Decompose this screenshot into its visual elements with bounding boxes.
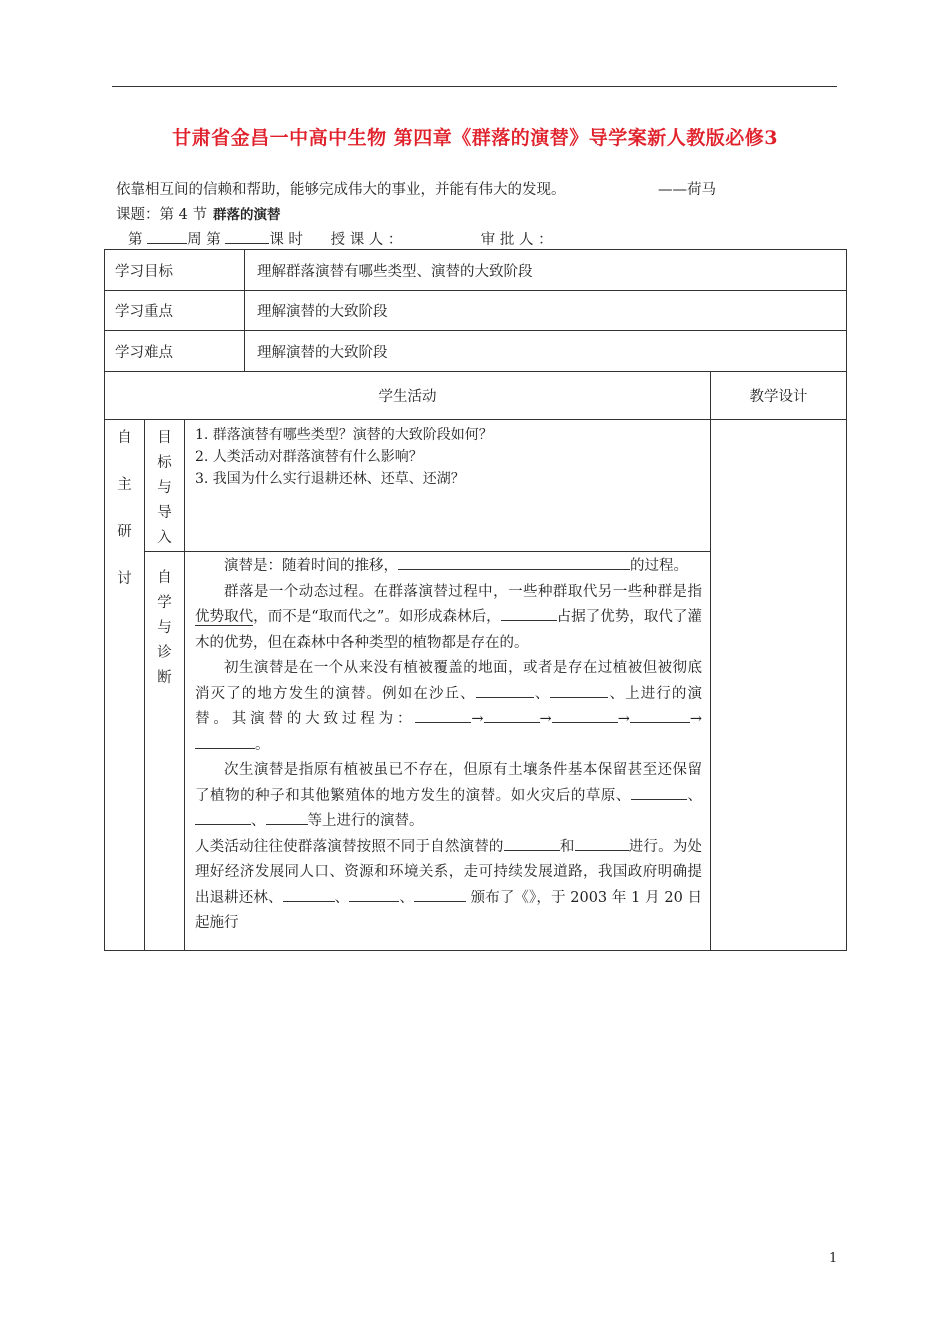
text: 、 xyxy=(334,889,350,906)
fill-blank[interactable] xyxy=(504,838,560,851)
fill-blank[interactable] xyxy=(195,736,255,749)
arrow: → xyxy=(617,711,630,727)
study-content xyxy=(185,552,711,951)
study-char: 与 xyxy=(157,620,172,636)
difficulty-row xyxy=(105,331,847,372)
arrow: → xyxy=(539,711,552,727)
section-char: 讨 xyxy=(117,571,132,587)
lesson-table xyxy=(104,249,847,951)
underlined-term: 优势取代 xyxy=(195,609,254,625)
quote-text: 依靠相互间的信赖和帮助，能够完成伟大的事业，并能有伟大的发现。 xyxy=(116,182,566,198)
intro-char: 标 xyxy=(157,455,172,471)
section-char: 研 xyxy=(117,524,132,540)
focus-row xyxy=(105,291,847,331)
fill-blank[interactable] xyxy=(398,557,630,570)
text: 、 xyxy=(686,787,703,804)
fill-blank[interactable] xyxy=(484,710,540,723)
fill-blank[interactable] xyxy=(630,710,690,723)
difficulty-label: 学习难点 xyxy=(105,331,245,372)
fill-blank[interactable] xyxy=(631,787,687,800)
text: 上进行的演替。其演替的大致过程为： xyxy=(195,685,703,727)
succession-definition xyxy=(195,554,702,580)
fill-blank[interactable] xyxy=(414,889,466,902)
text: ，而不是“取而代之”。如形成森林后， xyxy=(253,609,501,625)
text: 群落是一个动态过程。在群落演替过程中，一些种群取代另一些种群是指 xyxy=(224,583,702,600)
text: 颁布了《 xyxy=(465,889,530,906)
fill-blank[interactable] xyxy=(349,889,399,902)
human-activity-paragraph xyxy=(195,835,702,937)
text: 等上进行的演替。 xyxy=(307,813,424,829)
period-label: 课 时 xyxy=(269,232,303,248)
study-char: 诊 xyxy=(157,645,172,661)
text: 人类活动往往使群落演替按照不同于自然演替的 xyxy=(195,838,504,855)
intro-questions xyxy=(185,420,711,552)
teaching-design-cell xyxy=(711,420,847,951)
study-char: 断 xyxy=(157,670,172,686)
focus-text: 理解演替的大致阶段 xyxy=(245,291,847,331)
text: 》，于 2003 年 1 月 20 日起施行 xyxy=(195,889,703,931)
fill-blank[interactable] xyxy=(415,710,471,723)
teacher-label: 授 课 人 ： xyxy=(330,232,403,248)
study-char: 学 xyxy=(157,595,172,611)
arrow: → xyxy=(689,711,702,727)
lesson-prefix: 课题：第 4 节 xyxy=(116,207,207,223)
text: 和 xyxy=(559,838,575,855)
goal-label: 学习目标 xyxy=(105,250,245,291)
dynamic-process-paragraph xyxy=(195,580,702,657)
goal-row xyxy=(105,250,847,291)
lesson-name: 群落的演替 xyxy=(212,207,281,223)
fill-blank[interactable] xyxy=(476,685,534,698)
intro-label xyxy=(145,420,185,552)
text: 演替是：随着时间的推移， xyxy=(224,558,398,574)
approver-label: 审 批 人 ： xyxy=(480,232,553,248)
week-blank[interactable] xyxy=(147,231,187,244)
week-label: 周 第 xyxy=(187,232,221,248)
text: 、 xyxy=(251,813,266,829)
section-char: 主 xyxy=(117,477,132,493)
difficulty-text: 理解演替的大致阶段 xyxy=(245,331,847,372)
teaching-design-header: 教学设计 xyxy=(711,372,847,420)
quote xyxy=(116,178,836,199)
page-number: 1 xyxy=(829,1251,838,1266)
text: 初生演替是在一个从来没有植被覆盖的地面，或者是存在过植被但被彻底消灭了的地方发生的演替。例如在沙丘、 xyxy=(195,660,702,702)
lesson-title xyxy=(116,203,280,224)
intro-char: 入 xyxy=(157,530,172,546)
fill-blank[interactable] xyxy=(283,889,335,902)
intro-char: 目 xyxy=(157,430,172,446)
text: 次生演替是指原有植被虽已不存在，但原有土壤条件基本保留甚至还保留了植物的种子和其他繁殖体的地方发生的演替。如火灾后的草原、 xyxy=(195,762,702,804)
fill-blank[interactable] xyxy=(266,812,308,825)
fill-blank[interactable] xyxy=(195,812,251,825)
text: 、 xyxy=(608,685,626,702)
section-label-self-study xyxy=(105,420,145,951)
study-char: 自 xyxy=(157,570,172,586)
text: 。 xyxy=(255,736,270,753)
secondary-succession-paragraph xyxy=(195,758,702,835)
top-rule xyxy=(112,86,837,87)
focus-label: 学习重点 xyxy=(105,291,245,331)
intro-char: 与 xyxy=(157,480,172,496)
text: 、 xyxy=(533,685,551,702)
fill-blank[interactable] xyxy=(501,608,557,621)
question-item: 2. 人类活动对群落演替有什么影响？ xyxy=(195,449,423,465)
text: 进行。为处理好经济发展同人口、资源和环境关系，走可持续发展道路，我国政府明确提出退耕还林、 xyxy=(195,838,703,906)
quote-author: ——荷马 xyxy=(658,182,716,198)
intro-row xyxy=(105,420,847,552)
question-item: 3. 我国为什么实行退耕还林、还草、还湖？ xyxy=(195,471,465,487)
week-prefix: 第 xyxy=(128,232,143,248)
student-activity-header: 学生活动 xyxy=(105,372,711,420)
goal-text: 理解群落演替有哪些类型、演替的大致阶段 xyxy=(245,250,847,291)
period-blank[interactable] xyxy=(225,231,269,244)
question-item: 1. 群落演替有哪些类型？演替的大致阶段如何？ xyxy=(195,427,493,443)
fill-blank[interactable] xyxy=(550,685,608,698)
section-char: 自 xyxy=(117,430,132,446)
activity-header-row xyxy=(105,372,847,420)
text: 占据了优势，取代了灌木的优势，但在森林中各种类型的植物都是存在的。 xyxy=(195,609,703,651)
text: 、 xyxy=(399,889,414,906)
study-label xyxy=(145,552,185,951)
fill-blank[interactable] xyxy=(575,838,629,851)
intro-char: 导 xyxy=(157,505,172,521)
fill-blank[interactable] xyxy=(552,710,618,723)
schedule-line xyxy=(128,228,553,249)
primary-succession-paragraph xyxy=(195,656,702,758)
page-title: 甘肃省金昌一中高中生物 第四章《群落的演替》导学案新人教版必修3 xyxy=(172,127,778,149)
text: 的过程。 xyxy=(630,558,688,574)
arrow: → xyxy=(471,711,484,727)
